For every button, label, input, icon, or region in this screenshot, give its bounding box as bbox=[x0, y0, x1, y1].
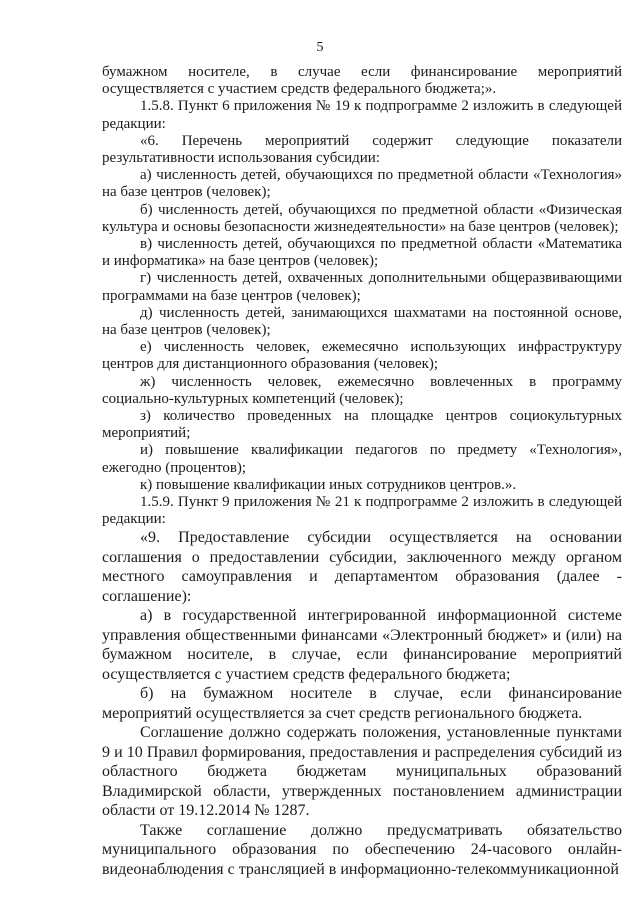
paragraph: з) количество проведенных на площадке центров социокультурных мероприятий; bbox=[102, 408, 622, 442]
paragraph: ж) численность человек, ежемесячно вовлеченных в программу социально-культурных компетенций (человек); bbox=[102, 373, 622, 407]
paragraph: Соглашение должно содержать положения, установленные пунктами 9 и 10 Правил формирования, предоставления и распределения субсидий из областного бюджета бюджетам муниципальных образований Владимирской области, утвержденных постановлением администрации области от 19.12.2014 № 1287. bbox=[102, 724, 622, 820]
paragraph: б) на бумажном носителе в случае, если финансирование мероприятий осуществляется за счет средств регионального бюджета. bbox=[102, 685, 622, 722]
paragraph: д) численность детей, занимающихся шахматами на постоянной основе, на базе центров (человек); bbox=[102, 304, 622, 339]
page-number: 5 bbox=[316, 40, 324, 55]
document-body bbox=[102, 64, 622, 879]
paragraph: 1.5.9. Пункт 9 приложения № 21 к подпрограмме 2 изложить в следующей редакции: bbox=[102, 494, 622, 528]
paragraph: а) численность детей, обучающихся по предметной области «Технология» на базе центров (человек); bbox=[102, 167, 622, 201]
paragraph: к) повышение квалификации иных сотрудников центров.». bbox=[140, 476, 517, 493]
paragraph: а) в государственной интегрированной информационной системе управления общественными финансами «Электронный бюджет» и (или) на бумажном носителе, в случае, если финансирование мероприятий осуществляется с участием средств федерального бюджета; bbox=[102, 607, 622, 683]
paragraph: 1.5.8. Пункт 6 приложения № 19 к подпрограмме 2 изложить в следующей редакции: bbox=[102, 98, 622, 132]
paragraph: б) численность детей, обучающихся по предметной области «Физическая культура и основы безопасности жизнедеятельности» на базе центров (человек); bbox=[102, 201, 622, 235]
paragraph: «6. Перечень мероприятий содержит следующие показатели результативности использования субсидии: bbox=[102, 132, 622, 167]
paragraph: бумажном носителе, в случае если финансирование мероприятий осуществляется с участием средств федерального бюджета;». bbox=[102, 64, 622, 98]
paragraph: е) численность человек, ежемесячно использующих инфраструктуру центров для дистанционного образования (человек); bbox=[102, 339, 622, 373]
paragraph: в) численность детей, обучающихся по предметной области «Математика и информатика» на базе центров (человек); bbox=[102, 236, 622, 270]
paragraph: «9. Предоставление субсидии осуществляется на основании соглашения о предоставлении субсидии, заключенного между органом местного самоуправления и департаментом образования (далее - соглашение): bbox=[102, 529, 622, 605]
paragraph: г) численность детей, охваченных дополнительными общеразвивающими программами на базе центров (человек); bbox=[102, 270, 622, 304]
paragraph: Также соглашение должно предусматривать обязательство муниципального образования по обеспечению 24-часового онлайн-видеонаблюдения с трансляцией в информационно-телекоммуникационной bbox=[102, 821, 622, 878]
paragraph: и) повышение квалификации педагогов по предмету «Технология», ежегодно (процентов); bbox=[102, 442, 622, 476]
